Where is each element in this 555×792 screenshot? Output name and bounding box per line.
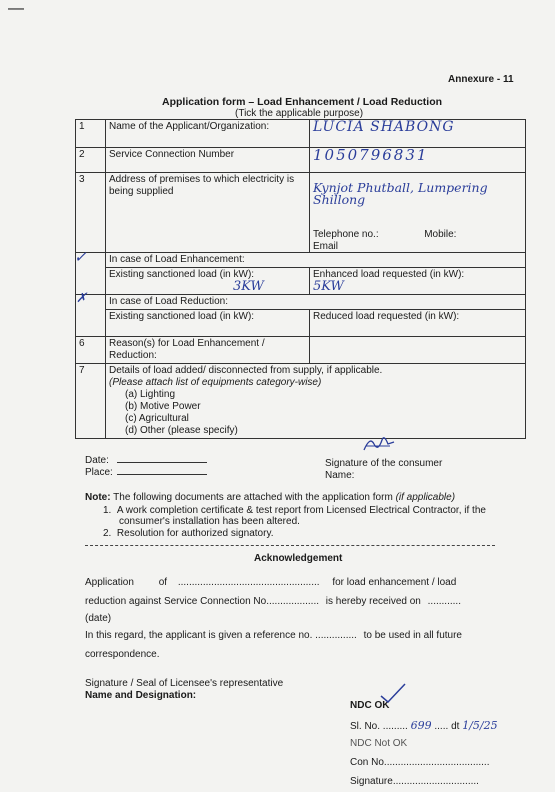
reduction-cross-mark: ✗ [76, 291, 87, 306]
application-table [75, 119, 526, 439]
reduction-existing-label: Existing sanctioned load (in kW): [106, 310, 310, 337]
form-subtitle: (Tick the applicable purpose) [235, 108, 364, 119]
load-details-note: (Please attach list of equipments category-wise) [109, 377, 322, 388]
row-2-number: 2 [76, 148, 106, 173]
enhancement-tick-mark: ✓ [74, 248, 87, 266]
address-value-line2: Shillong [313, 192, 366, 207]
applicant-name-label: Name of the Applicant/Organization: [106, 120, 310, 148]
date-value: 1/5/25 [462, 719, 498, 732]
place-label: Place: [85, 467, 207, 478]
note-item: 2. Resolution for authorized signatory. [103, 528, 274, 539]
note-item: 1. A work completion certificate & test report from Licensed Electrical Contractor, if the [103, 505, 486, 516]
ack-line-3: (date) [85, 613, 112, 624]
consumer-signature-label: Signature of the consumer [325, 458, 443, 469]
telephone-label: Telephone no.: [313, 229, 379, 240]
enhancement-label: In case of Load Enhancement: [106, 253, 526, 268]
name-designation-label: Name and Designation: [85, 690, 197, 701]
row-6-number: 6 [76, 337, 106, 364]
note-applicable: (if applicable) [395, 492, 456, 503]
consumer-signature-mark [360, 432, 400, 454]
load-details-label: Details of load added/ disconnected from supply, if applicable. [109, 365, 383, 376]
licensee-seal-label: Signature / Seal of Licensee's representative [85, 678, 284, 689]
ack-line-5: correspondence. [85, 649, 160, 660]
enhanced-requested-value: 5KW [313, 279, 344, 294]
con-no-field: Con No...................................... [350, 757, 490, 768]
date-label: Date: [85, 455, 207, 466]
note-text: The following documents are attached with the application form [113, 492, 393, 503]
note-item-continuation: consumer's installation has been altered. [119, 516, 300, 527]
row-7-number: 7 [76, 364, 106, 439]
ack-line-1: Application of ................................................... for load enhancement / load [85, 577, 457, 588]
ndc-tick-mark [378, 682, 408, 704]
reduction-label: In case of Load Reduction: [106, 295, 526, 310]
service-connection-label: Service Connection Number [106, 148, 310, 173]
email-label: Email [313, 241, 339, 252]
note-line [85, 492, 455, 503]
reduced-requested-label: Reduced load requested (in kW): [310, 310, 526, 337]
load-category-list [109, 389, 522, 437]
ndc-ok-label: NDC OK [350, 700, 390, 711]
load-category-item: (b) Motive Power [125, 401, 201, 412]
enhanced-requested-label: Enhanced load requested (in kW): [313, 269, 465, 280]
consumer-name-label: Name: [325, 470, 355, 481]
address-value-line1: Kynjot Phutball, Lumpering [313, 180, 488, 195]
row-1-number: 1 [76, 120, 106, 148]
load-category-item: (d) Other (please specify) [125, 425, 238, 436]
mobile-label: Mobile: [424, 229, 457, 240]
signature-field: Signature............................... [350, 776, 479, 787]
address-label: Address of premises to which electricity is being supplied [106, 173, 310, 253]
serial-number-value: 699 [410, 719, 432, 732]
dashed-divider [85, 545, 495, 546]
note-prefix: Note: [85, 492, 111, 503]
service-connection-value: 1050796831 [313, 146, 429, 164]
annexure-label: Annexure - 11 [448, 74, 514, 85]
reason-label: Reason(s) for Load Enhancement / Reduction: [106, 337, 310, 364]
load-category-item: (c) Agricultural [125, 413, 189, 424]
serial-number-field: Sl. No. ......... 699 ..... dt 1/5/25 [350, 719, 498, 732]
corner-mark: — [8, 0, 24, 17]
enhancement-existing-value: 3KW [233, 279, 264, 294]
row-3-number: 3 [76, 173, 106, 253]
ack-line-4: In this regard, the applicant is given a reference no. ............... to be used in all future [85, 630, 462, 641]
acknowledgement-title: Acknowledgement [254, 553, 343, 564]
form-title: Application form – Load Enhancement / Load Reduction [162, 96, 443, 108]
ndc-not-ok-label: NDC Not OK [350, 738, 408, 749]
ack-line-2: reduction against Service Connection No................... is hereby received on ............ [85, 596, 461, 607]
load-category-item: (a) Lighting [125, 389, 176, 400]
enhancement-existing-label: Existing sanctioned load (in kW): [109, 269, 255, 280]
applicant-name-value: LUCIA SHABONG [313, 119, 455, 135]
